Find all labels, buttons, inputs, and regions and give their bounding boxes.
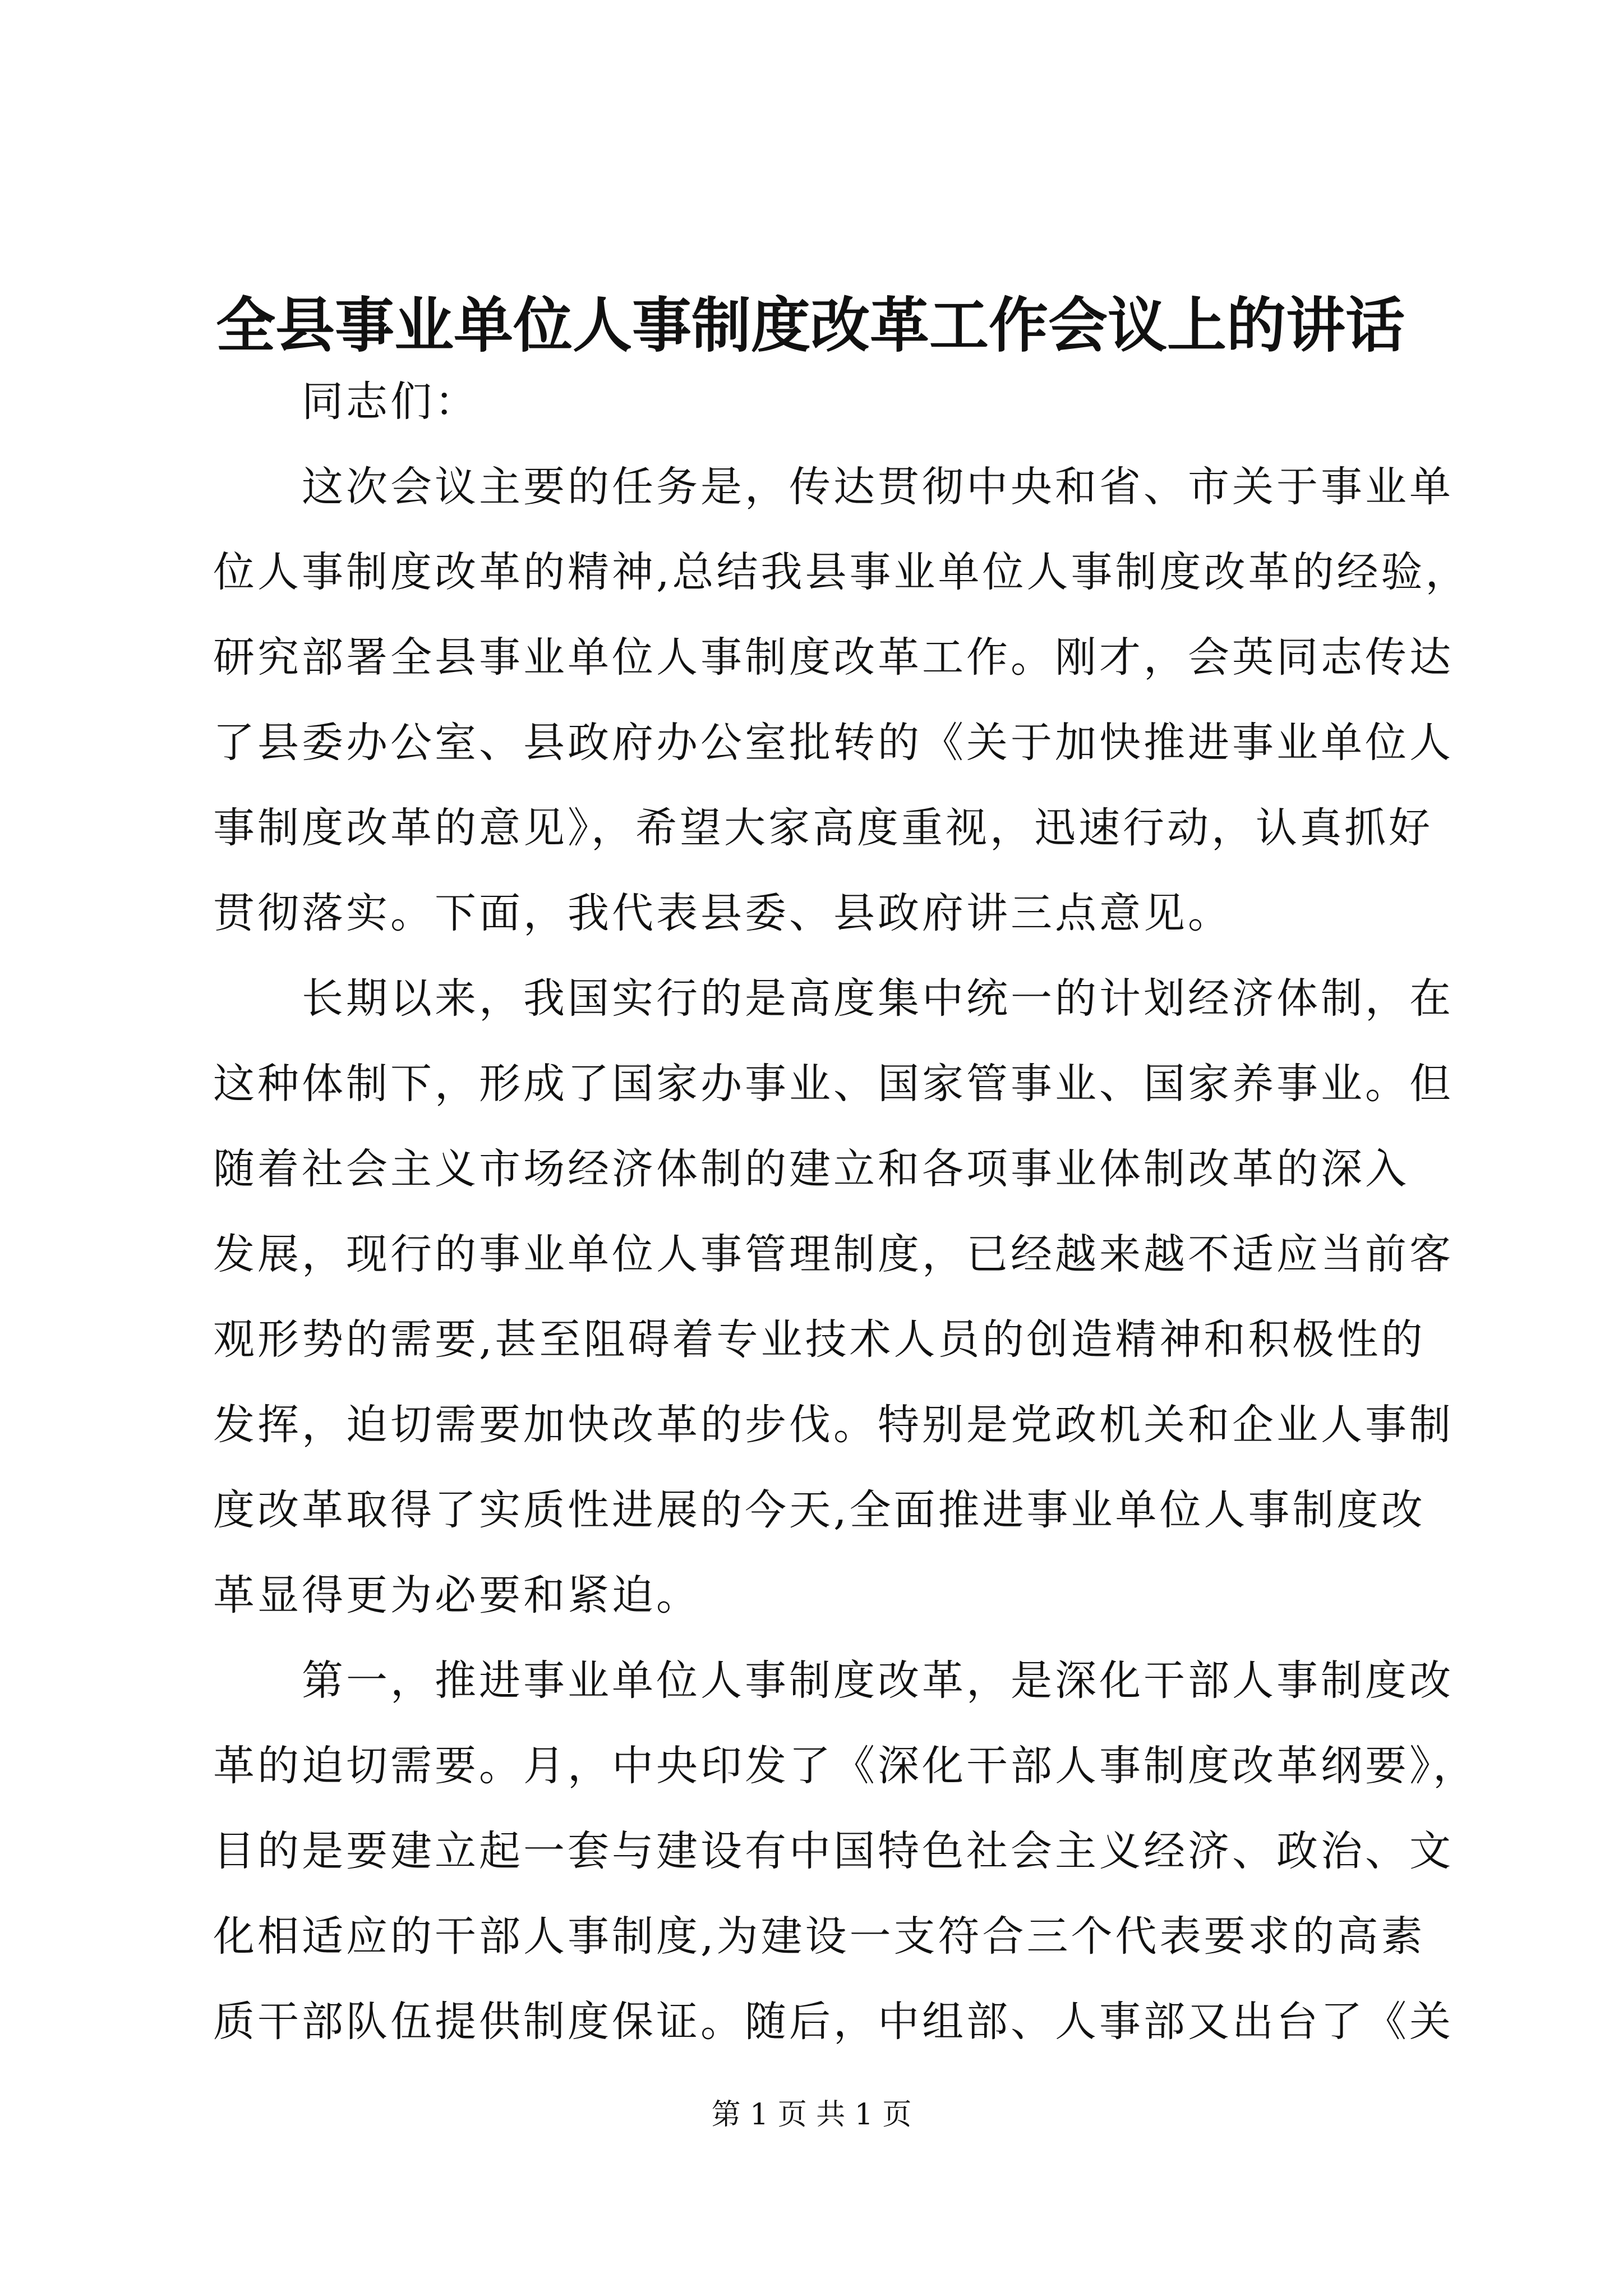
text-line: 贯彻落实。下面，我代表县委、县政府讲三点意见。 bbox=[213, 889, 1232, 937]
text-line: 这种体制下，形成了国家办事业、国家管事业、国家养事业。但 bbox=[213, 1060, 1454, 1108]
text-line: 革的迫切需要。月，中央印发了《深化干部人事制度改革纲要》， bbox=[213, 1742, 1477, 1790]
text-line: 第一，推进事业单位人事制度改革，是深化干部人事制度改 bbox=[302, 1657, 1454, 1705]
text-line: 革显得更为必要和紧迫。 bbox=[213, 1571, 700, 1619]
text-line: 化相适应的干部人事制度,为建设一支符合三个代表要求的高素 bbox=[213, 1912, 1426, 1961]
text-line: 了县委办公室、县政府办公室批转的《关于加快推进事业单位人 bbox=[213, 719, 1454, 767]
text-line: 度改革取得了实质性进展的今天,全面推进事业单位人事制度改 bbox=[213, 1486, 1426, 1534]
document-title: 全县事业单位人事制度改革工作会议上的讲话 bbox=[216, 290, 1405, 360]
document-body bbox=[213, 359, 1477, 2064]
text-line: 这次会议主要的任务是，传达贯彻中央和省、市关于事业单 bbox=[302, 463, 1454, 511]
text-line: 位人事制度改革的精神,总结我县事业单位人事制度改革的经验， bbox=[213, 548, 1470, 596]
text-line: 事制度改革的意见》，希望大家高度重视，迅速行动，认真抓好 bbox=[213, 804, 1433, 852]
text-line: 质干部队伍提供制度保证。随后，中组部、人事部又出台了《关 bbox=[213, 1998, 1454, 2046]
text-line: 研究部署全县事业单位人事制度改革工作。刚才，会英同志传达 bbox=[213, 633, 1454, 682]
text-line: 发展，现行的事业单位人事管理制度，已经越来越不适应当前客 bbox=[213, 1230, 1454, 1278]
page-footer: 第 1 页 共 1 页 bbox=[711, 2098, 912, 2132]
text-line: 目的是要建立起一套与建设有中国特色社会主义经济、政治、文 bbox=[213, 1827, 1454, 1875]
text-line: 随着社会主义市场经济体制的建立和各项事业体制改革的深入 bbox=[213, 1145, 1409, 1193]
text-line: 发挥，迫切需要加快改革的步伐。特别是党政机关和企业人事制 bbox=[213, 1401, 1454, 1449]
text-line: 长期以来，我国实行的是高度集中统一的计划经济体制，在 bbox=[302, 974, 1454, 1023]
text-line: 观形势的需要,甚至阻碍着专业技术人员的创造精神和积极性的 bbox=[213, 1315, 1426, 1364]
text-line: 同志们： bbox=[302, 378, 479, 426]
